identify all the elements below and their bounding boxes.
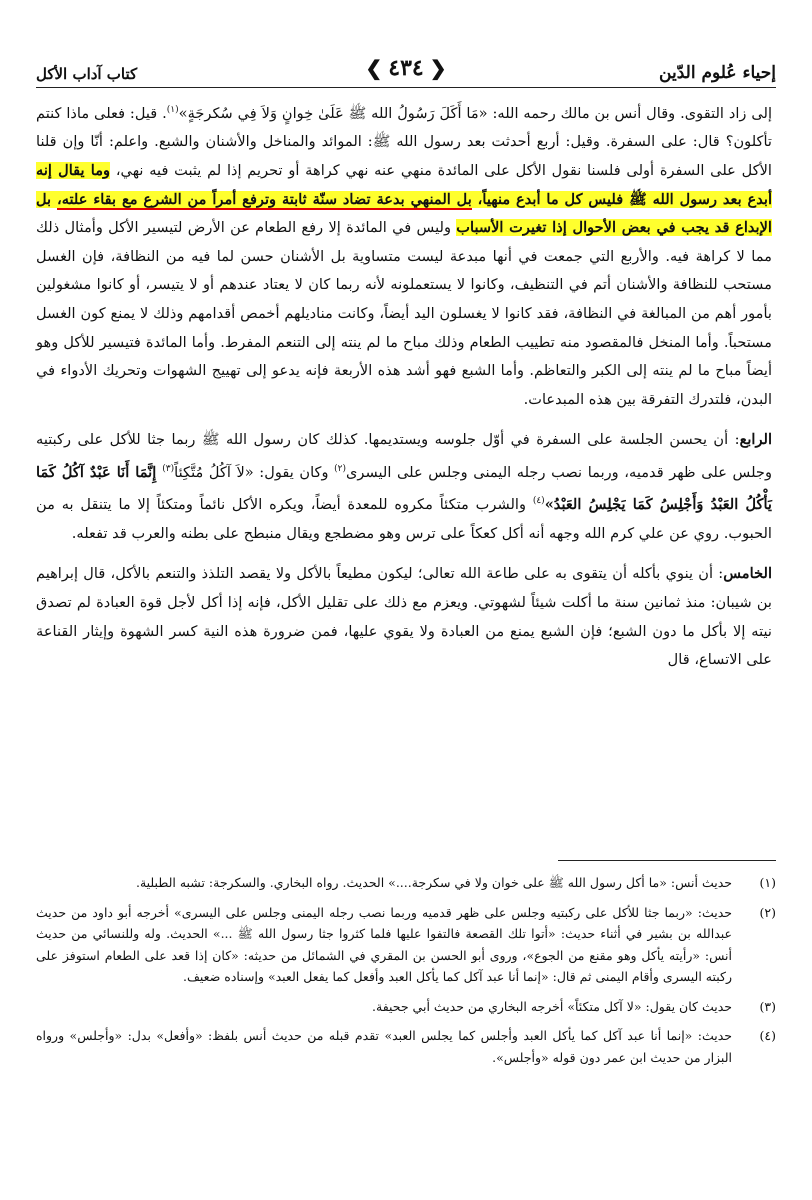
footnote-ref: (٣): [162, 463, 175, 474]
footnote-ref: (١): [166, 105, 179, 115]
footnote-divider: [558, 860, 776, 861]
ornament-left-icon: ❮: [365, 56, 383, 80]
text-run: إلى زاد التقوى. وقال أنس بن مالك رحمه الله: «مَا أَكَلَ رَسُولُ الله ﷺ عَلَىٰ خِوانٍ وَلاَ فِي سُكرجَةٍ»: [178, 104, 772, 122]
footnote-number: (٤): [759, 1028, 776, 1043]
text-run: والشرب متكئاً مكروه للمعدة أيضاً، ويكره الأكل نائماً ومتكئاً إلا ما يتنقل به من الحبوب. روي عن علي كرم الله وجهه أنه أكل كعكاً على ترس وهو مضطجع ويقال منبطح على بطنه والعرب قد تفعله.: [36, 496, 772, 542]
footnote-number: (٢): [759, 904, 776, 920]
paragraph-3: [36, 560, 772, 674]
section-label-fourth: الرابع: [739, 431, 772, 449]
footnote-text: حديث كان يقول: «لا آكل متكئاً» أخرجه البخاري من حديث أبي جحيفة.: [372, 998, 732, 1014]
hadith-quote: إِنَّمَا أَنَا عَبْدٌ آكُلُ كَمَا يَأْكُلُ العَبْدُ وَأَجْلِسُ كَمَا يَجْلِسُ العَبْدُ»: [36, 463, 772, 514]
footnote-text: حديث: «إنما أنا عبد آكل كما يأكل العبد وأجلس كما يجلس العبد» تقدم قبله من حديث أنس بلفظ: «وأفعل» بدل: «وأجلس» ورواه البزار من حديث ابن عمر دون قوله «وأجلس».: [36, 1028, 732, 1065]
text-run: : أن ينوي بأكله أن يتقوى به على طاعة الله تعالى؛ ليكون مطيعاً بالأكل ولا يقصد التلذذ والتنعم بالأكل، قال إبراهيم بن شيبان: منذ ثمانين سنة ما أكلت شيئاً لشهوتي. ويعزم مع ذلك على تقليل الأكل، فإنه إذا أكل لأجل قوة العبادة لم تصدق نيته إلا بأكل ما دون الشبع؛ فإن الشبع يمنع من العبادة ولا يقوي عليها، فمن ضرورة هذه النية كسر الشهوة وإيثار القناعة على الاتساع، قال: [36, 565, 772, 669]
footnotes: [36, 872, 776, 1076]
page-header: [36, 48, 776, 88]
footnote: [36, 996, 776, 1018]
main-text: [36, 96, 772, 675]
ornament-right-icon: ❯: [429, 56, 447, 80]
text-run: وكان يقول: «لاَ آكُلُ مُتَّكِئاً: [174, 463, 335, 481]
text-run: وليس في المائدة إلا رفع الطعام عن الأرض لتيسير الأكل وأمثال ذلك مما لا كراهة فيه. والأربع التي جمعت في أنها مبدعة ليست متساوية بل الأشنان حسن لما فيه من النظافة، فإن الغسل مستحب للنظافة والأشنان أتم في التنظيف، وكانوا لا يستعملونه لأنه ربما كان لا يعتاد عندهم أو لا يتيسر، أو كانوا مشغولين بأمور أهم من المبالغة في النظافة، فقد كانوا لا يغسلون اليد أيضاً، وكانت مناديلهم أخمص أقدامهم وذلك لا يمنع كون الغسل مستحباً. وأما المنخل فالمقصود منه تطييب الطعام وذلك مباح ما لم ينته إلى التنعم المفرط. وأما المائدة فتيسير للأكل وهو أيضاً مباح ما لم ينته إلى الكبر والتعاظم. وأما الشبع فهو أشد هذه الأربعة فإنه يدعو إلى تهييج الشهوات وتحريك الأدواء في البدن، فلتدرك التفرقة بين هذه المبدعات.: [36, 219, 772, 408]
page-number-block: [366, 55, 447, 81]
page-number: ٤٣٤: [388, 55, 424, 81]
section-label-fifth: الخامس: [723, 565, 772, 583]
paragraph-2: [36, 426, 772, 548]
footnote-text: حديث أنس: «ما أكل رسول الله ﷺ على خوان ولا في سكرجة....» الحديث. رواه البخاري. والسكرجة: تشبه الطبلية.: [135, 875, 732, 890]
highlight-2: بل الإبداع قد يجب في بعض الأحوال إذا تغيرت الأسباب: [36, 190, 772, 237]
footnote-text: حديث: «ربما جثا للأكل على ركبتيه وجلس على ظهر قدميه وربما نصب رجله اليمنى وجلس على اليسرى» أخرجه أبو داود من حديث عبدالله بن بشير في أثناء حديث: «أتوا تلك القصعة فالتفوا عليها فلما كثروا جثا رسول الله ﷺ ...» الحديث. وله وللنسائي من حديث أنس: «رأيته يأكل وهو مقنع من الجوع»، وروى أبو الحسن بن المقري في الشمائل من حديثه: «كان إذا قعد على الطعام استوفز على ركبته اليسرى وأقام اليمنى ثم قال: «إنما أنا عبد آكل كما يأكل العبد وأفعل كما يفعل العبد» وإسناده ضعيف.: [36, 904, 732, 984]
footnote-number: (٣): [759, 998, 776, 1014]
text-run: . قيل: فعلى ماذا كنتم تأكلون؟ قال: على السفرة. وقيل: أربع أحدثت بعد رسول الله ﷺ: الموائد والمناخل والأشنان والشبع. واعلم: أنّا وإن قلنا الأكل على السفرة أولى فلسنا نقول الأكل على المائدة منهي عنه نهي كراهة أو تحريم إذا لم يثبت فيه نهي،: [36, 104, 772, 180]
paragraph-1: [36, 96, 772, 414]
footnote-ref: (٤): [532, 496, 545, 507]
book-title: إحياء عُلوم الدّين: [659, 63, 776, 83]
footnote-number: (١): [759, 875, 776, 890]
highlight-1: وما يقال إنه أبدع بعد رسول الله ﷺ فليس كل ما أبدع منهياً،: [36, 162, 772, 208]
highlight-underlined: بل المنهي بدعة تضاد سنّة ثابتة وترفع أمراً من الشرع مع بقاء علته،: [56, 190, 472, 208]
chapter-title: كتاب آداب الأكل: [36, 65, 138, 83]
footnote: [36, 902, 776, 988]
text-run: : أن يحسن الجلسة على السفرة في أوّل جلوسه ويستديمها. كذلك كان رسول الله ﷺ ربما جثا للأكل على ركبتيه وجلس على ظهر قدميه، وربما نصب رجله اليمنى وجلس على اليسرى: [36, 431, 773, 481]
footnote-ref: (٢): [334, 463, 346, 474]
footnote: [36, 1025, 776, 1068]
footnote: [36, 872, 776, 894]
